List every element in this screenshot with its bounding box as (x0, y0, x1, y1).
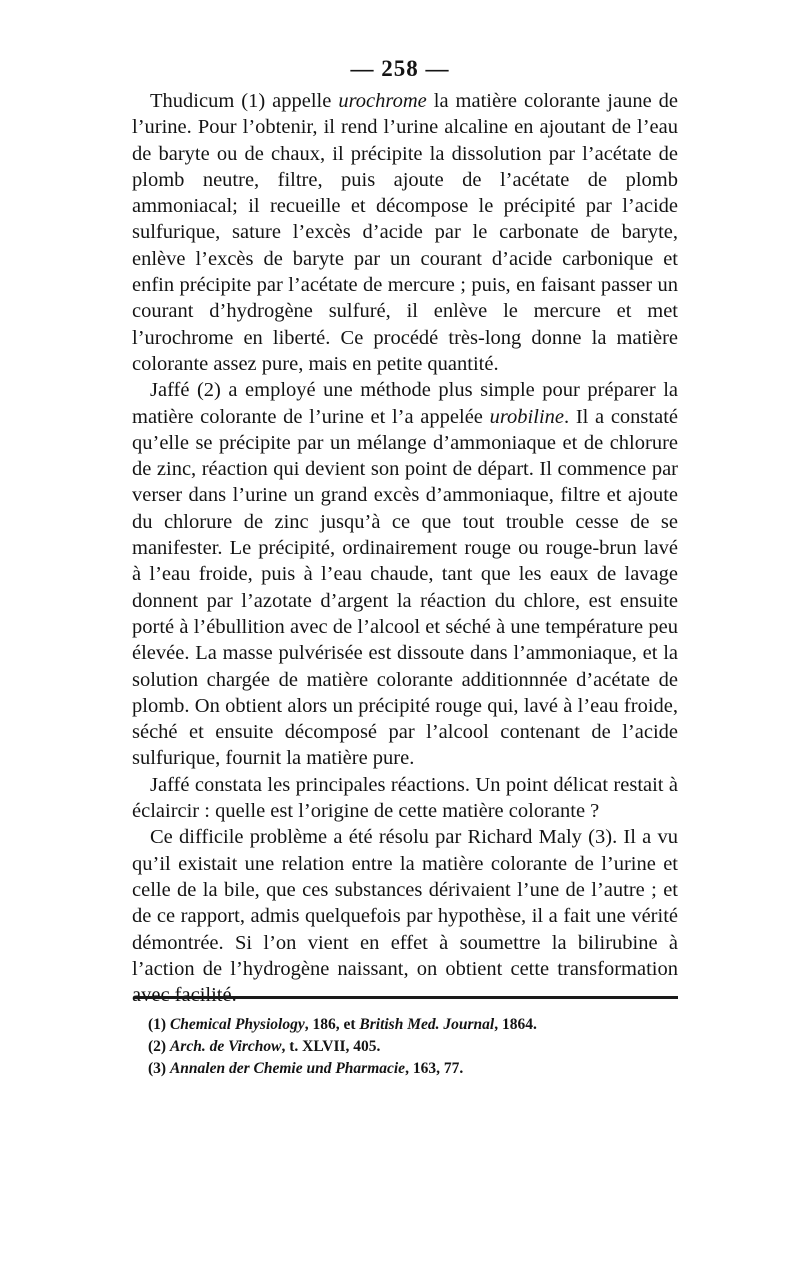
term-urochrome: urochrome (338, 90, 427, 112)
footnotes (148, 1014, 668, 1080)
footnote-2 (148, 1036, 668, 1058)
footnote-detail: , 186, et (304, 1016, 360, 1033)
footnote-1 (148, 1014, 668, 1036)
footnote-source: Annalen der Chemie und Pharmacie (169, 1060, 406, 1077)
paragraph-text: . Il a constaté qu’elle se précipite par un mélange d’ammoniaque et de chlorure de zinc, réaction qui devient son point de départ. Il commence par verser dans l’urine un grand excès d’ammoniaque, filtre et ajoute du chlorure de zinc jusqu’à ce que tout trouble cesse de se manifester. Le précipité, ordinairement rouge ou rouge-brun lavé à l’eau froide, puis à l’eau chaude, tant que les eaux de lavage donnent par l’azotate d’argent la réaction du chlore, est ensuite porté à l’ébullition avec de l’alcool et séché à une température peu élevée. La masse pulvérisée est dissoute dans l’ammoniaque, et la solution chargée de matière colorante additionnnée d’acétate de plomb. On obtient alors un précipité rouge qui, lavé à l’eau froide, séché et ensuite décomposé par l’alcool contenant de l’acide sulfurique, fournit la matière pure. (132, 405, 678, 770)
footnote-detail: , t. XLVII, 405. (281, 1038, 381, 1055)
term-urobiline: urobiline (489, 405, 564, 428)
footnote-source: Chemical Physiology (169, 1016, 305, 1033)
footnote-source: Arch. de Virchow (169, 1038, 282, 1055)
footnote-marker: (2) (148, 1038, 167, 1055)
page-number: — 258 — (350, 56, 450, 81)
paragraph-urobiline (132, 377, 678, 771)
paragraph-maly: Ce difficile problème a été résolu par Richard Maly (3). Il a vu qu’il existait une relation entre la matière colorante de l’urine et celle de la bile, que ces substances dérivaient l’une de l’autre ; et de ce rapport, admis quelquefois par hypothèse, il a fait une vérité démontrée. Si l’on vient en effet à soumettre la bilirubine à l’action de l’hydrogène naissant, on obtient cette transformation avec facilité. (132, 826, 678, 1007)
paragraph-text: la matière colorante jaune de l’urine. Pour l’obtenir, il rend l’urine alcaline en ajoutant de l’eau de baryte ou de chaux, il précipite la dissolution par l’acétate de plomb neutre, filtre, puis ajoute de l’acétate de plomb ammoniacal; il recueille et décompose le précipité par l’acide sulfurique, sature l’excès d’acide par le carbonate de baryte, enlève l’excès de baryte par un courant d’acide carbonique et enfin précipite par l’acétate de mercure ; puis, en faisant passer un courant d’hydrogène sulfuré, il enlève le mercure et met l’urochrome en liberté. Ce procédé très-long donne la matière colorante assez pure, mais en petite quantité. (132, 90, 679, 375)
footnote-divider (134, 996, 678, 999)
footnote-source: British Med. Journal (359, 1016, 495, 1033)
body-text (132, 88, 678, 1008)
footnote-detail: , 163, 77. (405, 1060, 464, 1077)
footnote-detail: , 1864. (494, 1016, 537, 1033)
footnote-3 (148, 1058, 668, 1080)
paragraph-text: Jaffé (2) a employé une méthode plus simple pour préparer la matière colorante de l’urine et l’a appelée (132, 379, 678, 428)
footnote-marker: (1) (148, 1016, 167, 1033)
paragraph-urochrome (132, 88, 678, 377)
footnote-marker: (3) (148, 1060, 167, 1077)
paragraph-text: Thudicum (1) appelle (150, 90, 339, 112)
paragraph-reactions: Jaffé constata les principales réactions. Un point délicat restait à éclaircir : quelle est l’origine de cette matière colorante ? (132, 773, 678, 823)
